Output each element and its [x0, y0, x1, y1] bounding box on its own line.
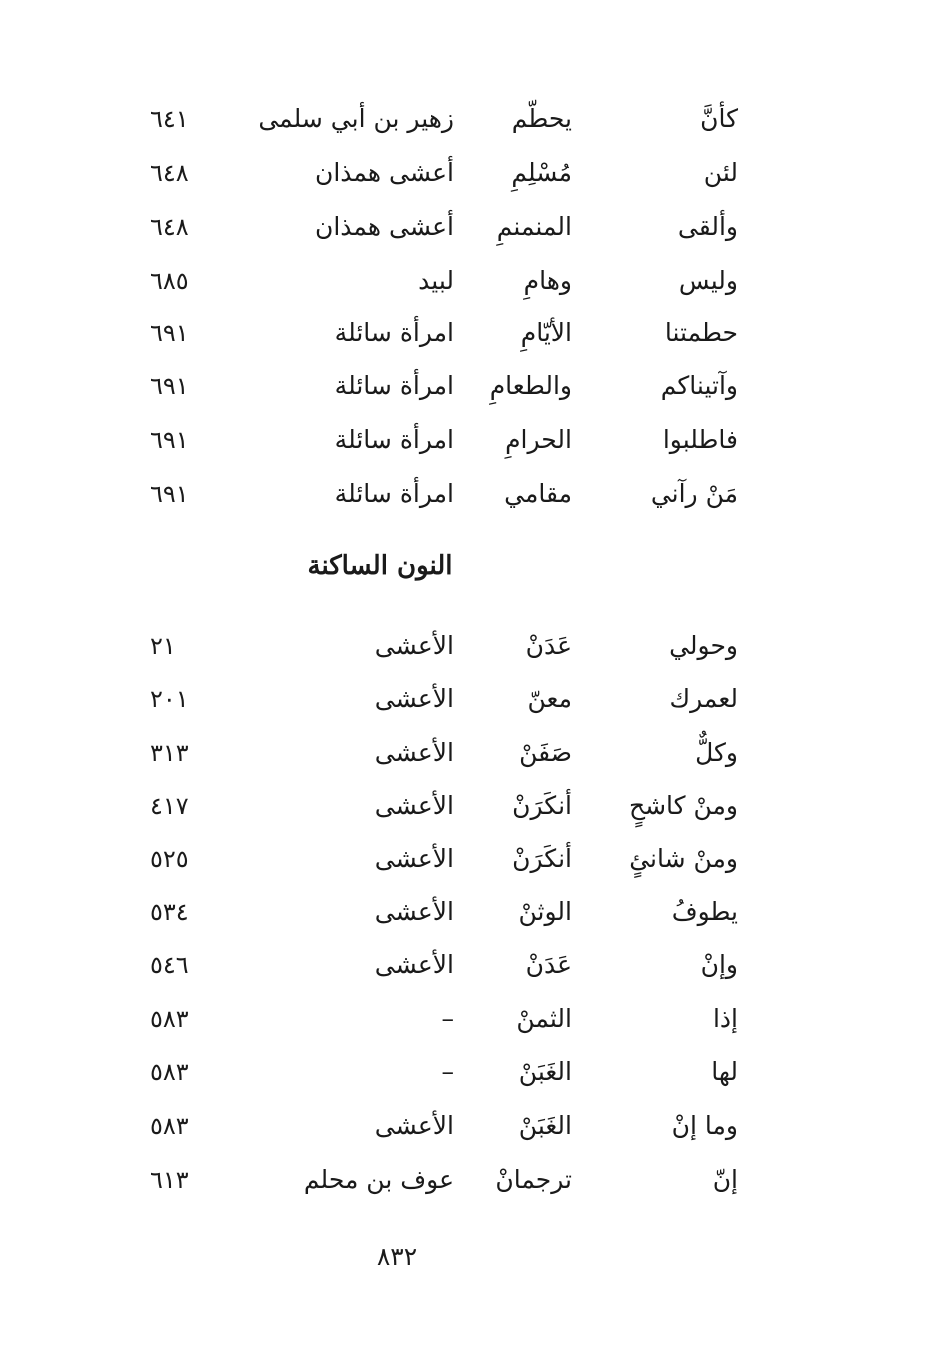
index-row — [0, 832, 944, 886]
poet-name: الأعشى — [374, 1111, 454, 1140]
page-reference: ٦٩١ — [150, 319, 189, 347]
opening-word: وألقى — [677, 212, 738, 241]
rhyme-word: صَفَنْ — [519, 738, 572, 767]
opening-word: وكلٌّ — [695, 738, 738, 767]
poet-name: زهير بن أبي سلمى — [258, 104, 454, 133]
opening-word: وما إنْ — [671, 1111, 738, 1140]
poet-name: الأعشى — [374, 738, 454, 767]
poet-name: الأعشى — [374, 950, 454, 979]
index-row — [0, 726, 944, 780]
rhyme-word: عَدَنْ — [525, 950, 572, 979]
opening-word: إنّ — [712, 1165, 738, 1194]
page-reference: ٤١٧ — [150, 792, 189, 820]
opening-word: ومنْ كاشحٍ — [628, 791, 738, 820]
page-reference: ٥٢٥ — [150, 845, 189, 873]
opening-word: مَنْ رآني — [650, 479, 738, 508]
index-row — [0, 1045, 944, 1099]
rhyme-word: المنمنمِ — [496, 212, 572, 241]
page-reference: ٦٤٨ — [150, 159, 189, 187]
index-row — [0, 885, 944, 939]
page-reference: ٦٨٥ — [150, 267, 189, 295]
poet-name: الأعشى — [374, 844, 454, 873]
poet-name: الأعشى — [374, 791, 454, 820]
index-row — [0, 413, 944, 467]
opening-word: وآتيناكم — [660, 371, 738, 400]
opening-word: وليس — [678, 266, 738, 295]
poet-name: الأعشى — [374, 684, 454, 713]
opening-word: فاطلبوا — [662, 425, 738, 454]
opening-word: ومنْ شانئٍ — [629, 844, 738, 873]
poet-name: أعشى همذان — [314, 212, 454, 241]
opening-word: حطمتنا — [664, 318, 738, 347]
poet-name: الأعشى — [374, 631, 454, 660]
poet-name: امرأة سائلة — [334, 318, 454, 347]
index-row — [0, 779, 944, 833]
page-reference: ٢١ — [150, 632, 176, 660]
rhyme-word: معنّ — [527, 684, 572, 713]
page-reference: ٥٨٣ — [150, 1005, 189, 1033]
poet-name: امرأة سائلة — [334, 371, 454, 400]
opening-word: لعمرك — [669, 684, 738, 713]
page-reference: ٣١٣ — [150, 739, 189, 767]
rhyme-word: عَدَنْ — [525, 631, 572, 660]
page-reference: ٦٤١ — [150, 105, 189, 133]
rhyme-word: وهامِ — [523, 266, 572, 295]
page-reference: ٥٨٣ — [150, 1112, 189, 1140]
rhyme-word: الغَبَنْ — [518, 1111, 572, 1140]
poet-name: – — [441, 1057, 454, 1086]
index-row — [0, 306, 944, 360]
section-heading: النون الساكنة — [307, 551, 453, 581]
poet-name: امرأة سائلة — [334, 479, 454, 508]
page-reference: ٦٩١ — [150, 372, 189, 400]
index-row — [0, 1153, 944, 1207]
index-row — [0, 1099, 944, 1153]
rhyme-word: أنكَرَنْ — [512, 791, 572, 820]
rhyme-word: مقامي — [504, 479, 572, 508]
poet-name: – — [441, 1004, 454, 1033]
page-reference: ٥٨٣ — [150, 1058, 189, 1086]
poet-name: الأعشى — [374, 897, 454, 926]
poet-name: لبيد — [418, 266, 454, 295]
page-reference: ٦٩١ — [150, 480, 189, 508]
rhyme-word: الحرامِ — [505, 425, 572, 454]
rhyme-word: يحطّم — [511, 104, 572, 133]
opening-word: لها — [711, 1057, 738, 1086]
page-reference: ٦٤٨ — [150, 213, 189, 241]
poet-name: أعشى همذان — [314, 158, 454, 187]
index-row — [0, 359, 944, 413]
rhyme-word: مُسْلِمِ — [511, 158, 572, 187]
poet-name: امرأة سائلة — [334, 425, 454, 454]
opening-word: وإنْ — [700, 950, 738, 979]
index-row — [0, 200, 944, 254]
page-number: ٨٣٢ — [376, 1242, 418, 1271]
opening-word: وحولي — [669, 631, 738, 660]
rhyme-word: الغَبَنْ — [518, 1057, 572, 1086]
rhyme-word: الأيّامِ — [520, 318, 572, 347]
index-row — [0, 938, 944, 992]
index-row — [0, 254, 944, 308]
rhyme-word: أنكَرَنْ — [512, 844, 572, 873]
opening-word: كأنَّ — [700, 104, 738, 133]
page-reference: ٢٠١ — [150, 685, 189, 713]
page-reference: ٥٣٤ — [150, 898, 189, 926]
rhyme-word: الوثنْ — [518, 897, 572, 926]
rhyme-word: الثمنْ — [516, 1004, 572, 1033]
index-row — [0, 467, 944, 521]
opening-word: يطوفُ — [671, 897, 738, 926]
index-row — [0, 146, 944, 200]
page-reference: ٥٤٦ — [150, 951, 189, 979]
index-row — [0, 992, 944, 1046]
poet-name: عوف بن محلم — [303, 1165, 454, 1194]
page-reference: ٦٩١ — [150, 426, 189, 454]
page-reference: ٦١٣ — [150, 1166, 189, 1194]
rhyme-word: ترجمانْ — [495, 1165, 572, 1194]
index-row — [0, 619, 944, 673]
opening-word: لئن — [703, 158, 738, 187]
index-row — [0, 92, 944, 146]
opening-word: إذا — [712, 1004, 738, 1033]
rhyme-word: والطعامِ — [489, 371, 572, 400]
index-row — [0, 672, 944, 726]
